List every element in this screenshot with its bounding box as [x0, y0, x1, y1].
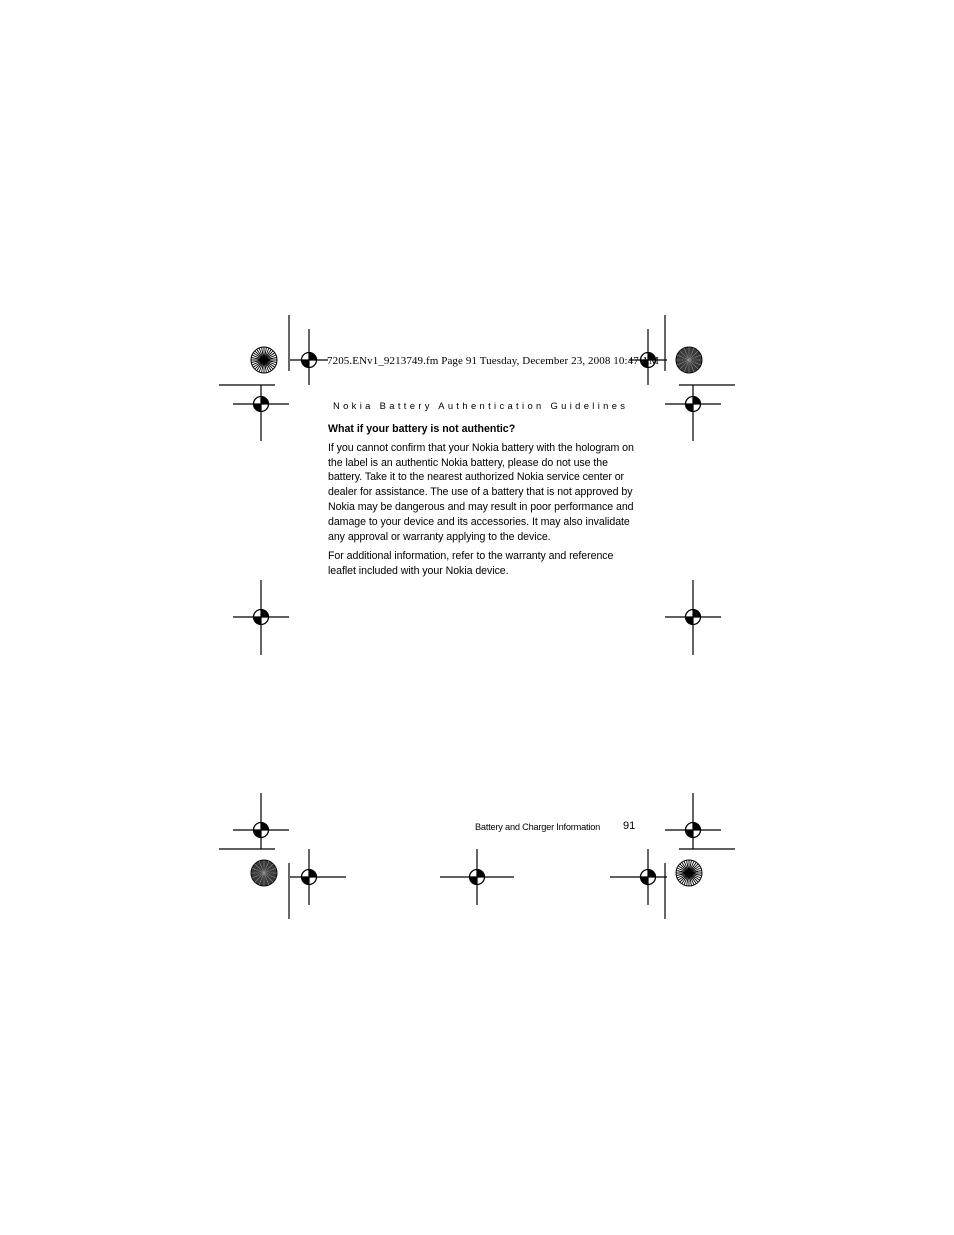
page-body [328, 422, 638, 584]
page-number: 91 [623, 820, 636, 832]
section-heading: What if your battery is not authentic? [328, 423, 516, 435]
paragraph: If you cannot confirm that your Nokia battery with the hologram on the label is an authentic Nokia battery, please do not use the battery. Take it to the nearest authorized Nokia service center or dealer for assistance. The use of a battery that is not approved by Nokia may be dangerous and may result in poor performance and damage to your device and its accessories. It may also invalidate any approval or warranty applying to the device. [328, 441, 634, 543]
running-header: Nokia Battery Authentication Guidelines [333, 400, 629, 411]
paragraph: For additional information, refer to the warranty and reference leaflet included with your Nokia device. [328, 550, 614, 578]
footer-chapter-label: Battery and Charger Information [475, 822, 601, 832]
slug-line: 7205.ENv1_9213749.fm Page 91 Tuesday, December 23, 2008 10:47 AM [327, 355, 659, 367]
